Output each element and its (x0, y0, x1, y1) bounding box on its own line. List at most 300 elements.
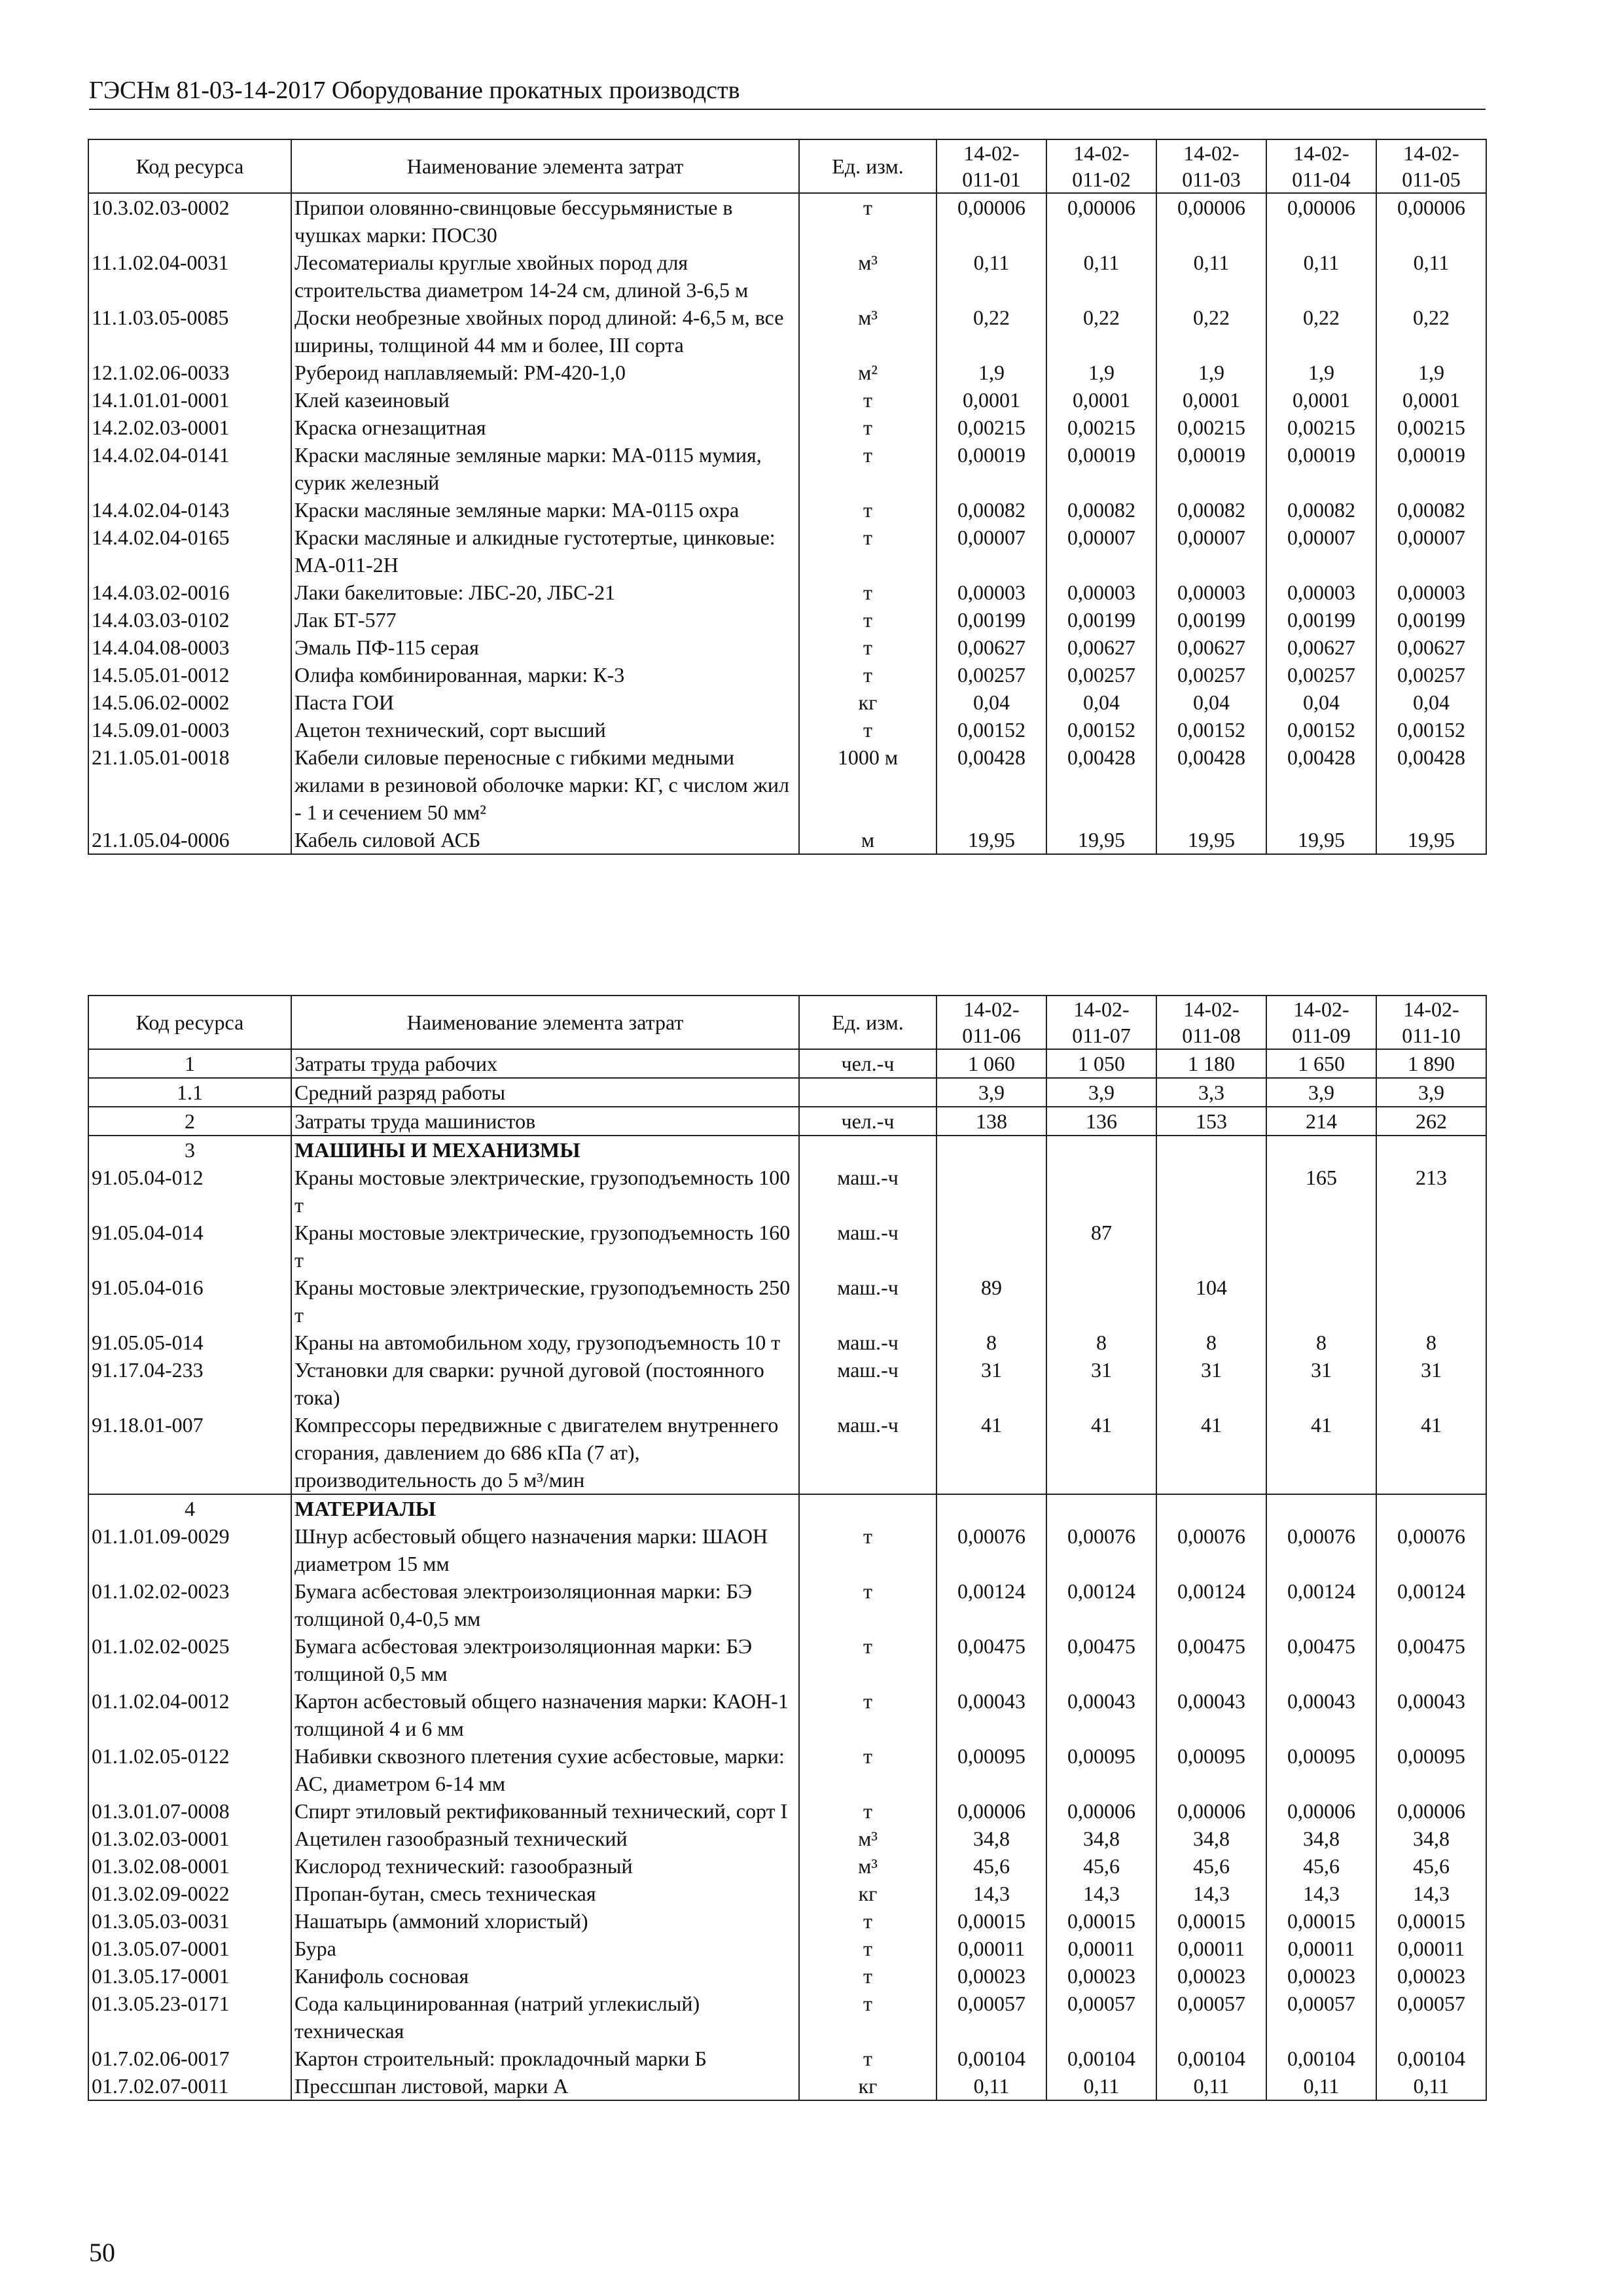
resource-name: Ацетон технический, сорт высший (291, 716, 799, 744)
resource-value: 41 (1046, 1411, 1156, 1494)
resource-unit (799, 1136, 936, 1164)
table-row (88, 1356, 1486, 1411)
resource-unit: маш.-ч (799, 1329, 936, 1356)
resource-value: 0,04 (1156, 689, 1266, 716)
resource-value (1046, 1494, 1156, 1522)
resource-table-2 (88, 995, 1487, 2101)
resource-value: 0,00015 (1376, 1907, 1486, 1935)
resource-code: 91.17.04-233 (88, 1356, 291, 1411)
resource-value: 0,00124 (1266, 1577, 1376, 1632)
resource-value: 0,00019 (1376, 441, 1486, 496)
resource-unit: маш.-ч (799, 1164, 936, 1219)
resource-value: 31 (1156, 1356, 1266, 1411)
resource-name: Паста ГОИ (291, 689, 799, 716)
resource-value: 0,00006 (1266, 1797, 1376, 1825)
resource-value: 1 180 (1156, 1049, 1266, 1078)
resource-name: Средний разряд работы (291, 1078, 799, 1107)
resource-value: 0,00057 (1046, 1990, 1156, 2045)
resource-code: 91.05.04-016 (88, 1274, 291, 1329)
resource-value: 3,3 (1156, 1078, 1266, 1107)
resource-value: 3,9 (1046, 1078, 1156, 1107)
header-col: 14-02- 011-10 (1376, 996, 1486, 1049)
resource-value: 0,00043 (1376, 1687, 1486, 1742)
resource-name: Краны мостовые электрические, грузоподъемность 100 т (291, 1164, 799, 1219)
resource-value: 8 (936, 1329, 1046, 1356)
resource-value: 0,0001 (1376, 386, 1486, 414)
resource-value (1156, 1494, 1266, 1522)
resource-value (936, 1494, 1046, 1522)
resource-value: 31 (1046, 1356, 1156, 1411)
resource-unit: маш.-ч (799, 1356, 936, 1411)
resource-value: 0,11 (1046, 249, 1156, 304)
resource-value: 41 (1156, 1411, 1266, 1494)
resource-value: 0,00043 (1046, 1687, 1156, 1742)
resource-value: 0,00006 (936, 193, 1046, 249)
resource-value (1156, 1164, 1266, 1219)
resource-value: 136 (1046, 1107, 1156, 1136)
resource-value: 0,00199 (1156, 606, 1266, 634)
resource-name: МАТЕРИАЛЫ (291, 1494, 799, 1522)
resource-name: Шнур асбестовый общего назначения марки: ШАОН диаметром 15 мм (291, 1522, 799, 1577)
resource-value: 0,11 (1376, 2072, 1486, 2100)
resource-value: 0,00015 (1156, 1907, 1266, 1935)
resource-unit (799, 1078, 936, 1107)
resource-value: 0,00015 (936, 1907, 1046, 1935)
resource-name: Рубероид наплавляемый: РМ-420-1,0 (291, 359, 799, 386)
table-row (88, 1935, 1486, 1962)
resource-value: 0,00043 (936, 1687, 1046, 1742)
resource-unit: м³ (799, 1852, 936, 1880)
resource-unit: т (799, 661, 936, 689)
resource-value: 0,00627 (1156, 634, 1266, 661)
resource-unit: т (799, 2045, 936, 2072)
resource-value: 14,3 (1376, 1880, 1486, 1907)
resource-value: 0,00019 (936, 441, 1046, 496)
resource-value: 0,00152 (936, 716, 1046, 744)
resource-name: Лаки бакелитовые: ЛБС-20, ЛБС-21 (291, 579, 799, 606)
resource-table-1 (88, 139, 1487, 855)
table-row (88, 414, 1486, 441)
resource-name: Краски масляные земляные марки: МА-0115 охра (291, 496, 799, 524)
header-unit: Ед. изм. (799, 139, 936, 193)
resource-value: 0,00076 (1046, 1522, 1156, 1577)
resource-value: 0,04 (1046, 689, 1156, 716)
resource-value: 0,22 (1156, 304, 1266, 359)
resource-value: 14,3 (1156, 1880, 1266, 1907)
resource-name: Канифоль сосновая (291, 1962, 799, 1990)
table-row (88, 1164, 1486, 1219)
resource-value: 0,00475 (936, 1632, 1046, 1687)
resource-value: 0,00095 (1046, 1742, 1156, 1797)
resource-unit: т (799, 579, 936, 606)
resource-code: 01.1.02.04-0012 (88, 1687, 291, 1742)
table-row (88, 496, 1486, 524)
resource-unit: т (799, 1797, 936, 1825)
resource-value: 0,00003 (1046, 579, 1156, 606)
resource-unit: м³ (799, 1825, 936, 1852)
resource-code: 01.3.01.07-0008 (88, 1797, 291, 1825)
resource-value: 0,00215 (1376, 414, 1486, 441)
resource-code: 1.1 (88, 1078, 291, 1107)
resource-value: 0,00023 (1046, 1962, 1156, 1990)
resource-value: 0,00057 (936, 1990, 1046, 2045)
table-row (88, 606, 1486, 634)
page-header: ГЭСНм 81-03-14-2017 Оборудование прокатных производств (89, 75, 1486, 110)
resource-value: 0,00011 (1266, 1935, 1376, 1962)
resource-value: 1 650 (1266, 1049, 1376, 1078)
resource-value: 0,00006 (1156, 1797, 1266, 1825)
resource-code: 11.1.02.04-0031 (88, 249, 291, 304)
resource-value: 0,00257 (1156, 661, 1266, 689)
resource-value: 0,00428 (936, 744, 1046, 826)
resource-value: 0,00076 (1156, 1522, 1266, 1577)
resource-code: 1 (88, 1049, 291, 1078)
resource-value: 19,95 (1046, 826, 1156, 854)
table-row (88, 1274, 1486, 1329)
resource-unit: т (799, 1522, 936, 1577)
resource-unit: маш.-ч (799, 1274, 936, 1329)
resource-name: Затраты труда машинистов (291, 1107, 799, 1136)
resource-code: 01.3.05.07-0001 (88, 1935, 291, 1962)
resource-value: 0,11 (1046, 2072, 1156, 2100)
header-col: 14-02- 011-01 (936, 139, 1046, 193)
resource-value: 41 (936, 1411, 1046, 1494)
resource-value: 14,3 (1266, 1880, 1376, 1907)
resource-value: 0,00095 (1156, 1742, 1266, 1797)
resource-value: 31 (936, 1356, 1046, 1411)
resource-code: 01.3.05.03-0031 (88, 1907, 291, 1935)
resource-value: 0,00095 (1376, 1742, 1486, 1797)
table-row (88, 1494, 1486, 1522)
resource-value: 0,00124 (1376, 1577, 1486, 1632)
resource-code: 4 (88, 1494, 291, 1522)
resource-value: 45,6 (1046, 1852, 1156, 1880)
resource-value: 0,00082 (1376, 496, 1486, 524)
resource-value: 0,00124 (936, 1577, 1046, 1632)
resource-name: Установки для сварки: ручной дуговой (постоянного тока) (291, 1356, 799, 1411)
header-name: Наименование элемента затрат (291, 139, 799, 193)
resource-value (1376, 1494, 1486, 1522)
table-row (88, 1742, 1486, 1797)
table-row (88, 661, 1486, 689)
resource-value: 0,00627 (1266, 634, 1376, 661)
resource-value: 0,00215 (1156, 414, 1266, 441)
resource-value: 0,00015 (1046, 1907, 1156, 1935)
resource-value: 262 (1376, 1107, 1486, 1136)
resource-code: 91.05.04-012 (88, 1164, 291, 1219)
resource-value: 0,00003 (1266, 579, 1376, 606)
resource-value: 0,00019 (1046, 441, 1156, 496)
resource-value: 0,00003 (936, 579, 1046, 606)
table-row (88, 1078, 1486, 1107)
resource-code: 14.5.06.02-0002 (88, 689, 291, 716)
resource-value: 8 (1266, 1329, 1376, 1356)
resource-value: 3,9 (1266, 1078, 1376, 1107)
resource-value (1046, 1164, 1156, 1219)
table-row (88, 716, 1486, 744)
resource-name: Картон асбестовый общего назначения марки: КАОН-1 толщиной 4 и 6 мм (291, 1687, 799, 1742)
table-row (88, 1907, 1486, 1935)
resource-code: 14.5.05.01-0012 (88, 661, 291, 689)
resource-code: 01.3.02.08-0001 (88, 1852, 291, 1880)
resource-unit: м³ (799, 249, 936, 304)
resource-value: 0,00199 (1376, 606, 1486, 634)
resource-code: 91.18.01-007 (88, 1411, 291, 1494)
resource-name: Лак БТ-577 (291, 606, 799, 634)
resource-name: Доски необрезные хвойных пород длиной: 4-6,5 м, все ширины, толщиной 44 мм и более, III сорта (291, 304, 799, 359)
resource-code: 14.4.03.03-0102 (88, 606, 291, 634)
resource-value: 0,00007 (1266, 524, 1376, 579)
resource-value: 0,00011 (1046, 1935, 1156, 1962)
resource-value: 0,00095 (1266, 1742, 1376, 1797)
table-row (88, 579, 1486, 606)
resource-code: 91.05.04-014 (88, 1219, 291, 1274)
resource-value: 0,04 (1266, 689, 1376, 716)
resource-value: 0,00257 (1376, 661, 1486, 689)
resource-value: 1,9 (1156, 359, 1266, 386)
resource-name: Нашатырь (аммоний хлористый) (291, 1907, 799, 1935)
resource-name: Кабели силовые переносные с гибкими медными жилами в резиновой оболочке марки: КГ, с числом жил - 1 и сечением 50 мм² (291, 744, 799, 826)
resource-value (1046, 1136, 1156, 1164)
resource-value: 19,95 (1266, 826, 1376, 854)
resource-value (1156, 1136, 1266, 1164)
resource-code: 12.1.02.06-0033 (88, 359, 291, 386)
resource-value: 34,8 (1156, 1825, 1266, 1852)
resource-unit: чел.-ч (799, 1107, 936, 1136)
resource-value: 0,00627 (936, 634, 1046, 661)
header-col: 14-02- 011-08 (1156, 996, 1266, 1049)
resource-value: 0,11 (1156, 249, 1266, 304)
resource-value: 0,00011 (1156, 1935, 1266, 1962)
resource-value: 0,00104 (1156, 2045, 1266, 2072)
resource-name: Картон строительный: прокладочный марки Б (291, 2045, 799, 2072)
resource-code: 14.4.02.04-0141 (88, 441, 291, 496)
resource-value: 0,00428 (1046, 744, 1156, 826)
resource-unit: т (799, 1687, 936, 1742)
resource-value: 41 (1376, 1411, 1486, 1494)
resource-value: 34,8 (936, 1825, 1046, 1852)
resource-value: 45,6 (1156, 1852, 1266, 1880)
resource-value: 0,00007 (1046, 524, 1156, 579)
table-row (88, 249, 1486, 304)
resource-value: 0,00475 (1046, 1632, 1156, 1687)
table-row (88, 826, 1486, 854)
resource-code: 21.1.05.01-0018 (88, 744, 291, 826)
resource-value: 0,00019 (1156, 441, 1266, 496)
resource-value: 0,00003 (1156, 579, 1266, 606)
header-col: 14-02- 011-07 (1046, 996, 1156, 1049)
resource-value: 0,00011 (936, 1935, 1046, 1962)
resource-value: 0,0001 (1156, 386, 1266, 414)
resource-code: 14.1.01.01-0001 (88, 386, 291, 414)
resource-value: 0,22 (1376, 304, 1486, 359)
resource-value: 0,00076 (1266, 1522, 1376, 1577)
table-row (88, 304, 1486, 359)
resource-value: 0,22 (1046, 304, 1156, 359)
table-row (88, 744, 1486, 826)
table-row (88, 634, 1486, 661)
resource-name: Компрессоры передвижные с двигателем внутреннего сгорания, давлением до 686 кПа (7 ат), производительность до 5 м³/мин (291, 1411, 799, 1494)
table-row (88, 193, 1486, 249)
resource-value (1266, 1136, 1376, 1164)
resource-value: 0,00076 (936, 1522, 1046, 1577)
resource-value (1376, 1274, 1486, 1329)
resource-value: 41 (1266, 1411, 1376, 1494)
resource-value: 1 890 (1376, 1049, 1486, 1078)
resource-value: 0,11 (936, 249, 1046, 304)
resource-code: 01.3.02.03-0001 (88, 1825, 291, 1852)
resource-unit: т (799, 1990, 936, 2045)
resource-code: 01.7.02.06-0017 (88, 2045, 291, 2072)
resource-value: 45,6 (1376, 1852, 1486, 1880)
resource-name: Кислород технический: газообразный (291, 1852, 799, 1880)
header-col: 14-02- 011-04 (1266, 139, 1376, 193)
resource-value: 165 (1266, 1164, 1376, 1219)
resource-name: Бура (291, 1935, 799, 1962)
resource-code: 91.05.05-014 (88, 1329, 291, 1356)
resource-value: 1,9 (936, 359, 1046, 386)
resource-value: 0,00428 (1376, 744, 1486, 826)
resource-value: 0,00215 (1266, 414, 1376, 441)
resource-unit: т (799, 1742, 936, 1797)
resource-value: 14,3 (1046, 1880, 1156, 1907)
table-row (88, 1577, 1486, 1632)
resource-unit: т (799, 1632, 936, 1687)
table-row (88, 1880, 1486, 1907)
resource-unit: т (799, 716, 936, 744)
header-col: 14-02- 011-03 (1156, 139, 1266, 193)
resource-value: 0,11 (1376, 249, 1486, 304)
resource-value: 0,00215 (936, 414, 1046, 441)
table-row (88, 524, 1486, 579)
table-row (88, 1107, 1486, 1136)
resource-value: 31 (1266, 1356, 1376, 1411)
resource-value: 1,9 (1376, 359, 1486, 386)
resource-value: 45,6 (1266, 1852, 1376, 1880)
resource-value: 0,00082 (1266, 496, 1376, 524)
resource-value: 1,9 (1046, 359, 1156, 386)
resource-value: 0,00006 (1266, 193, 1376, 249)
resource-value: 0,00215 (1046, 414, 1156, 441)
resource-value: 0,04 (1376, 689, 1486, 716)
resource-value: 0,0001 (936, 386, 1046, 414)
resource-code: 14.2.02.03-0001 (88, 414, 291, 441)
resource-unit: 1000 м (799, 744, 936, 826)
table-row (88, 1329, 1486, 1356)
table-row (88, 1522, 1486, 1577)
table-row (88, 1825, 1486, 1852)
resource-value: 0,04 (936, 689, 1046, 716)
resource-name: Краны мостовые электрические, грузоподъемность 250 т (291, 1274, 799, 1329)
resource-value (936, 1136, 1046, 1164)
resource-value: 0,00152 (1156, 716, 1266, 744)
resource-name: Бумага асбестовая электроизоляционная марки: БЭ толщиной 0,4-0,5 мм (291, 1577, 799, 1632)
resource-value: 0,00627 (1046, 634, 1156, 661)
resource-value: 31 (1376, 1356, 1486, 1411)
resource-value: 34,8 (1266, 1825, 1376, 1852)
resource-value: 1,9 (1266, 359, 1376, 386)
header-unit: Ед. изм. (799, 996, 936, 1049)
table-row (88, 1632, 1486, 1687)
resource-unit: кг (799, 2072, 936, 2100)
resource-value: 3,9 (1376, 1078, 1486, 1107)
resource-unit: т (799, 386, 936, 414)
resource-value: 0,00428 (1266, 744, 1376, 826)
resource-value: 0,11 (1156, 2072, 1266, 2100)
table-row (88, 359, 1486, 386)
table-row (88, 441, 1486, 496)
table-row (88, 1219, 1486, 1274)
resource-unit: м² (799, 359, 936, 386)
resource-name: МАШИНЫ И МЕХАНИЗМЫ (291, 1136, 799, 1164)
resource-value: 8 (1046, 1329, 1156, 1356)
resource-value: 0,00199 (936, 606, 1046, 634)
resource-unit: чел.-ч (799, 1049, 936, 1078)
resource-value: 0,00257 (1046, 661, 1156, 689)
resource-value: 0,00007 (1376, 524, 1486, 579)
resource-value: 87 (1046, 1219, 1156, 1274)
resource-value: 0,00006 (1156, 193, 1266, 249)
header-col: 14-02- 011-06 (936, 996, 1046, 1049)
table-row (88, 1852, 1486, 1880)
resource-unit: т (799, 1907, 936, 1935)
resource-unit: т (799, 496, 936, 524)
resource-code: 01.3.05.23-0171 (88, 1990, 291, 2045)
table-row (88, 1797, 1486, 1825)
resource-value: 0,00257 (936, 661, 1046, 689)
resource-value: 0,00199 (1266, 606, 1376, 634)
resource-value: 0,00023 (1266, 1962, 1376, 1990)
resource-value: 0,00152 (1376, 716, 1486, 744)
table-row (88, 386, 1486, 414)
resource-name: Сода кальцинированная (натрий углекислый) техническая (291, 1990, 799, 2045)
resource-value: 0,00152 (1266, 716, 1376, 744)
resource-value: 19,95 (936, 826, 1046, 854)
resource-value: 45,6 (936, 1852, 1046, 1880)
resource-name: Бумага асбестовая электроизоляционная марки: БЭ толщиной 0,5 мм (291, 1632, 799, 1687)
resource-value: 0,00475 (1266, 1632, 1376, 1687)
resource-name: Краска огнезащитная (291, 414, 799, 441)
resource-name: Краны мостовые электрические, грузоподъемность 160 т (291, 1219, 799, 1274)
resource-value: 0,00627 (1376, 634, 1486, 661)
resource-value: 0,00104 (1266, 2045, 1376, 2072)
resource-value: 0,00023 (1376, 1962, 1486, 1990)
resource-value: 89 (936, 1274, 1046, 1329)
resource-value: 0,00011 (1376, 1935, 1486, 1962)
resource-value: 0,00095 (936, 1742, 1046, 1797)
resource-value: 0,00082 (936, 496, 1046, 524)
resource-value: 0,00199 (1046, 606, 1156, 634)
resource-value: 19,95 (1376, 826, 1486, 854)
resource-value: 0,00006 (936, 1797, 1046, 1825)
resource-code: 2 (88, 1107, 291, 1136)
resource-value (1046, 1274, 1156, 1329)
table-row (88, 1411, 1486, 1494)
resource-value: 0,00428 (1156, 744, 1266, 826)
resource-value: 213 (1376, 1164, 1486, 1219)
resource-value: 0,00007 (1156, 524, 1266, 579)
resource-value: 14,3 (936, 1880, 1046, 1907)
resource-name: Затраты труда рабочих (291, 1049, 799, 1078)
resource-unit: т (799, 441, 936, 496)
resource-value: 153 (1156, 1107, 1266, 1136)
resource-code: 14.4.02.04-0165 (88, 524, 291, 579)
header-code: Код ресурса (88, 996, 291, 1049)
resource-name: Набивки сквозного плетения сухие асбестовые, марки: АС, диаметром 6-14 мм (291, 1742, 799, 1797)
resource-value (936, 1219, 1046, 1274)
resource-value (1376, 1219, 1486, 1274)
resource-value: 0,11 (1266, 2072, 1376, 2100)
